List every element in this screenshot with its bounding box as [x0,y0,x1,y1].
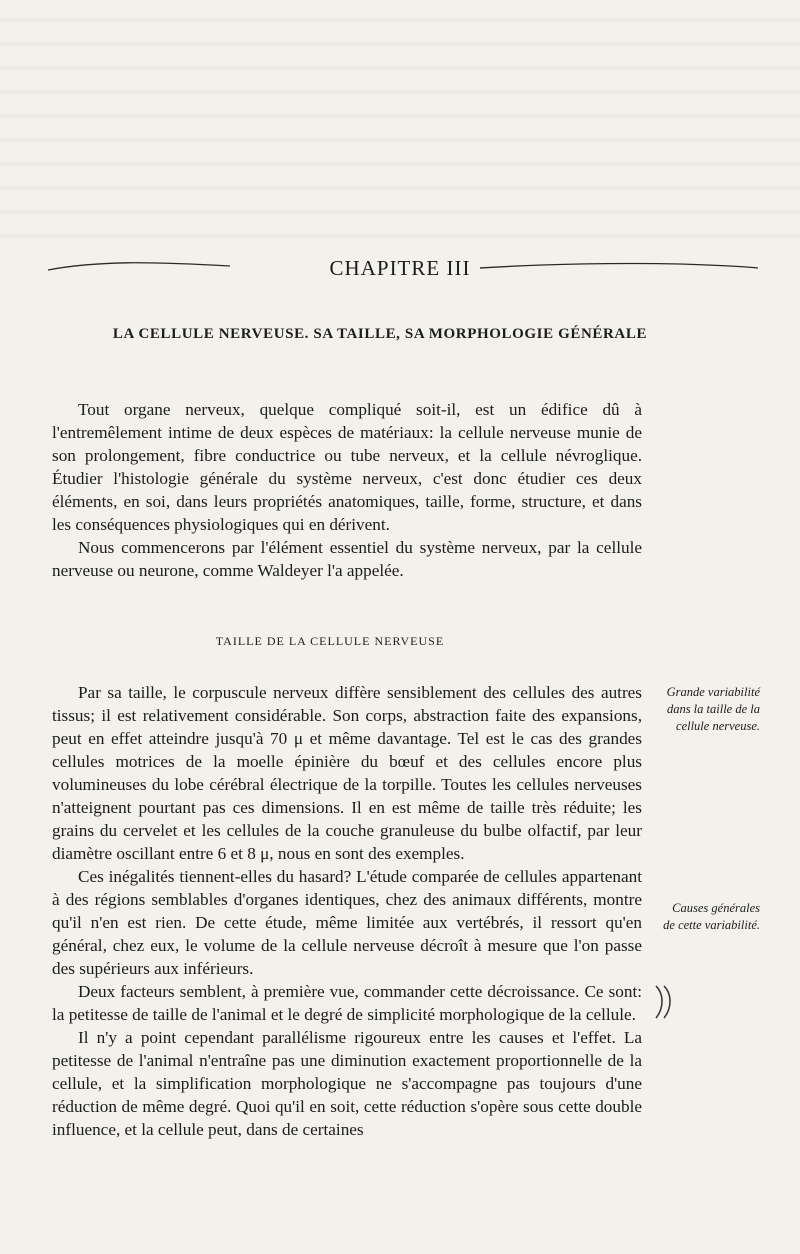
chapter-subtitle: LA CELLULE NERVEUSE. SA TAILLE, SA MORPHOLOGIE GÉNÉRALE [112,326,648,342]
chapter-heading [40,256,760,288]
intro-text [52,398,642,582]
paragraph: Deux facteurs semblent, à première vue, commander cette décroissance. Ce sont: la petitesse de taille de l'animal et le degré de simplicité morphologique de la cellule. [52,982,642,1024]
pencil-bracket-mark [652,982,676,1022]
paragraph: Il n'y a point cependant parallélisme rigoureux entre les causes et l'effet. La petitesse de l'animal n'entraîne pas une diminution exactement proportionnelle de la cellule, et la simplification morphologique ne s'accompagne pas toujours d'une réduction de même degré. Quoi qu'il en soit, cette réduction s'opère sous cette double influence, et la cellule peut, dans de certaines [52,1028,642,1139]
show-through-text [0,0,800,250]
margin-note: Causes générales de cette variabilité. [663,901,760,932]
margin-note: Grande variabilité dans la taille de la cellule nerveuse. [666,685,760,733]
chapter-title: CHAPITRE III [40,256,760,281]
paragraph: Ces inégalités tiennent-elles du hasard? L'étude comparée de cellules appartenant à des régions semblables d'organes identiques, chez des animaux différents, montre qu'il n'en est rien. De cette étude, même limitée aux vertébrés, il ressort qu'en général, chez eux, le volume de la cellule nerveuse décroît à mesure que l'on passe des supérieurs aux inférieurs. [52,867,642,978]
section-title: TAILLE DE LA CELLULE NERVEUSE [215,634,445,648]
paragraph: Nous commencerons par l'élément essentiel du système nerveux, par la cellule nerveuse ou neurone, comme Waldeyer l'a appelée. [52,538,642,580]
paragraph: Par sa taille, le corpuscule nerveux diffère sensiblement des cellules des autres tissus; il est relativement considérable. Son corps, abstraction faite des expansions, peut en effet atteindre jusqu'à 70 μ et même davantage. Tel est le cas des grandes cellules motrices de la moelle épinière du bœuf et des cellules encore plus volumineuses du lobe cérébral électrique de la torpille. Toutes les cellules nerveuses n'atteignent pourtant pas ces dimensions. Il en est même de taille très réduite; les grains du cervelet et les cellules de la couche granuleuse du bulbe olfactif, par leur diamètre oscillant entre 6 et 8 μ, nous en sont des exemples. [52,683,642,863]
paragraph: Tout organe nerveux, quelque compliqué soit-il, est un édifice dû à l'entremêlement intime de deux espèces de matériaux: la cellule nerveuse munie de son prolongement, fibre conductrice ou tube nerveux, et la cellule névroglique. Étudier l'histologie générale du système nerveux, c'est donc étudier ces deux éléments, en soi, dans leurs propriétés anatomiques, taille, forme, structure, et dans les conséquences physiologiques qui en dérivent. [52,400,642,534]
body-text [52,681,642,1141]
